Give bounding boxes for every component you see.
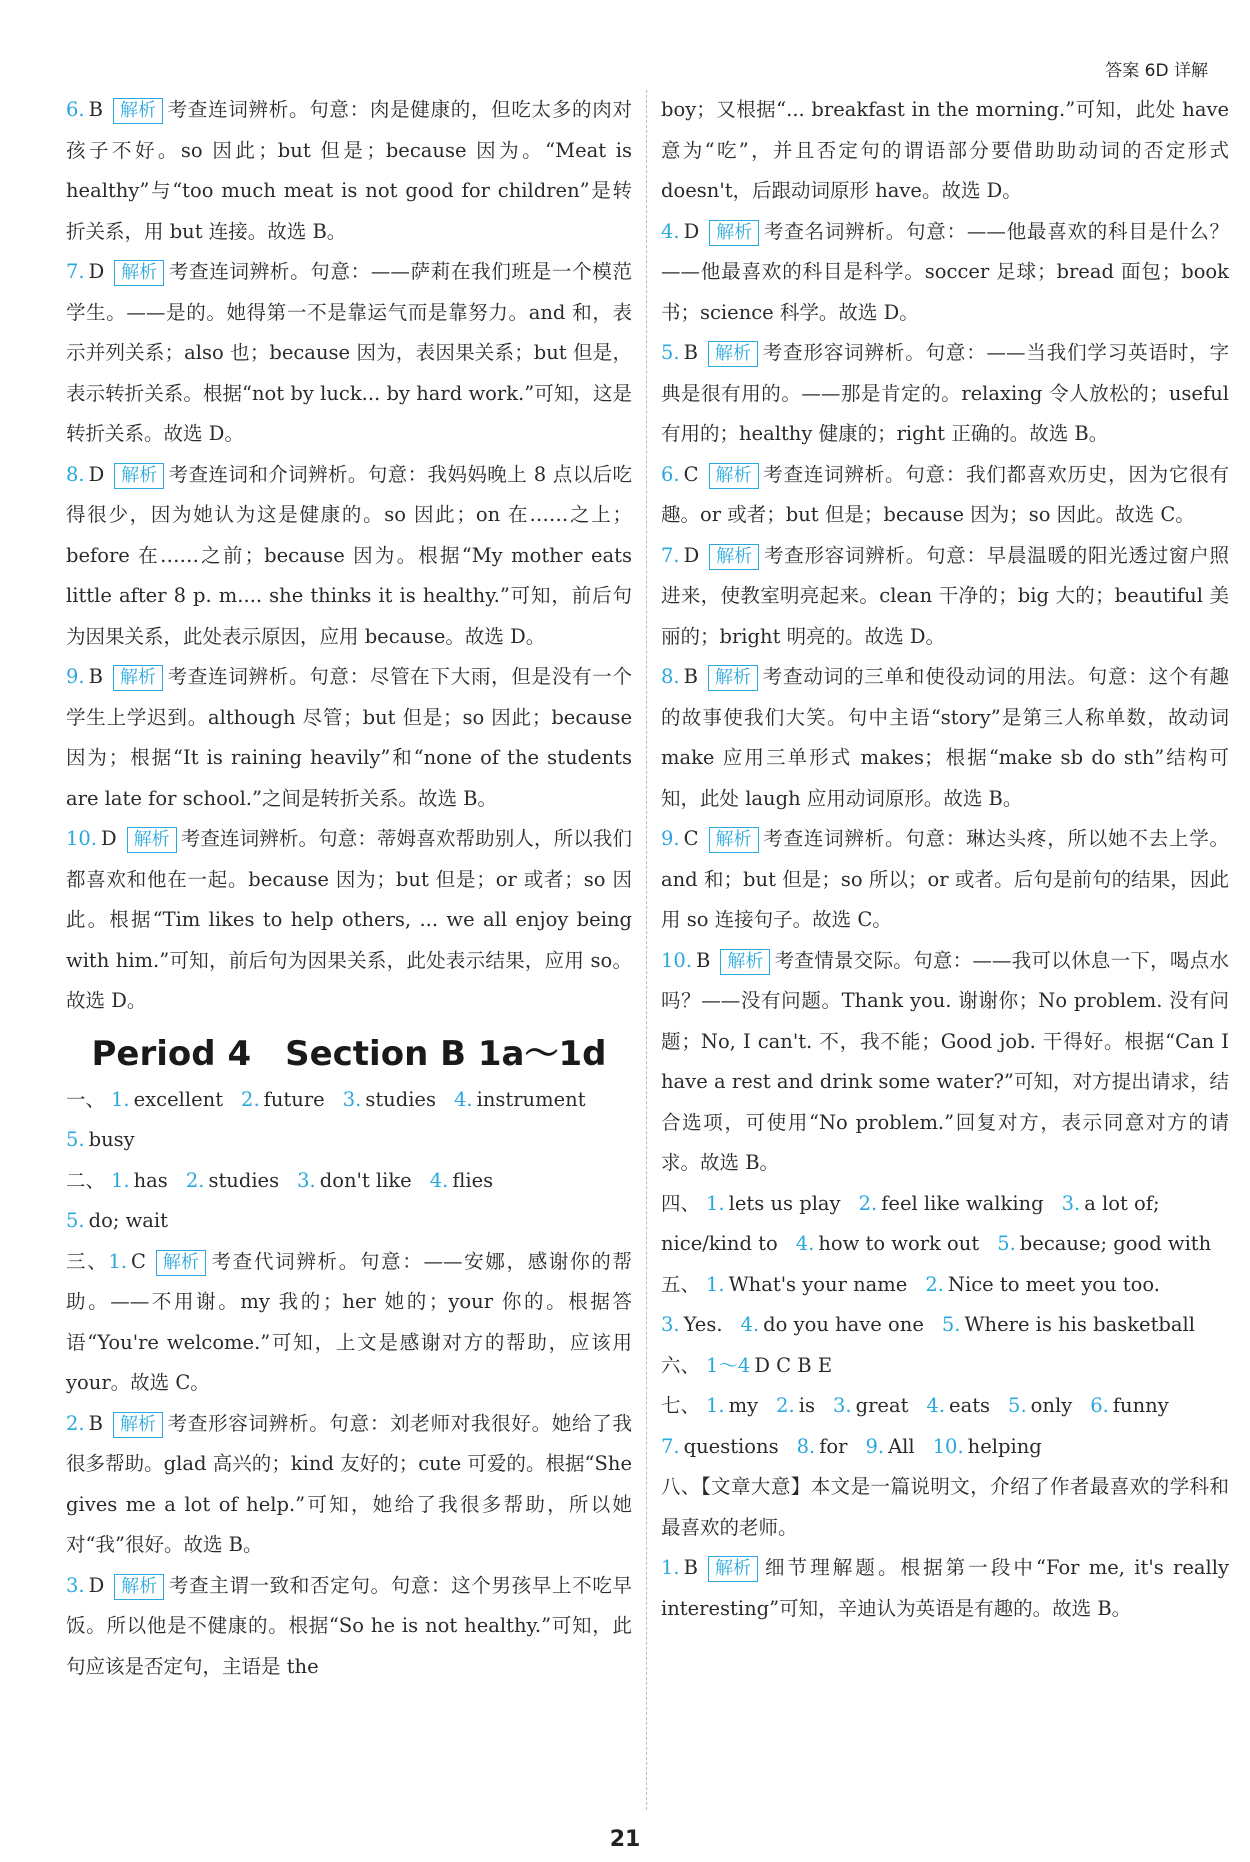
analysis-tag: 解析 bbox=[709, 463, 759, 489]
answer-number: 8. bbox=[796, 1434, 816, 1458]
item-number: 5. bbox=[661, 341, 680, 364]
answer-item bbox=[661, 212, 1229, 334]
item-answer: D bbox=[88, 260, 105, 283]
analysis-tag: 解析 bbox=[720, 949, 770, 975]
answer-number: 4. bbox=[429, 1168, 449, 1192]
analysis-text: 考查动词的三单和使役动词的用法。句意：这个有趣的故事使我们大笑。句中主语“story”是第三人称单数，故动词 make 应用三单形式 makes；根据“make sb do sth”结构可知，此处 laugh 应用动词原形。故选 B。 bbox=[661, 665, 1229, 810]
answer-value: All bbox=[888, 1434, 915, 1458]
answer-number: 2. bbox=[776, 1394, 795, 1417]
item-answer: D bbox=[683, 543, 700, 567]
part2-row2 bbox=[66, 1201, 632, 1242]
analysis-tag: 解析 bbox=[708, 665, 758, 691]
analysis-tag: 解析 bbox=[709, 544, 759, 570]
item-answer: B bbox=[88, 665, 103, 688]
analysis-text: 考查情景交际。句意：——我可以休息一下，喝点水吗？——没有问题。Thank you. 谢谢你；No problem. 没有问题；No, I can't. 不，我不能；Good job. 干得好。根据“Can I have a rest and drink some water?”可知，对方提出请求，结合选项，可使用“No problem.”回复对方，表示同意对方的请求。故选 B。 bbox=[661, 948, 1229, 1174]
item-number: 7. bbox=[66, 260, 85, 283]
part-label: 五、 bbox=[661, 1272, 701, 1296]
analysis-tag: 解析 bbox=[114, 260, 164, 286]
answer-value: do you have one bbox=[763, 1313, 924, 1336]
answer-value: studies bbox=[208, 1168, 280, 1192]
analysis-tag: 解析 bbox=[156, 1250, 206, 1276]
analysis-tag: 解析 bbox=[127, 827, 177, 853]
answer-number: 4. bbox=[740, 1313, 760, 1336]
answer-value: great bbox=[855, 1394, 909, 1417]
part6-row bbox=[661, 1346, 1229, 1387]
answer-number: 3. bbox=[1061, 1191, 1081, 1215]
answer-number: 4. bbox=[926, 1394, 946, 1417]
answer-value: Yes. bbox=[683, 1313, 723, 1336]
answer-item bbox=[66, 455, 632, 658]
left-column bbox=[66, 90, 632, 1687]
analysis-text: 考查形容词辨析。句意：——当我们学习英语时，字典是很有用的。——那是肯定的。relaxing 令人放松的；useful 有用的；healthy 健康的；right 正确的。故选 B。 bbox=[661, 341, 1229, 445]
answer-item bbox=[66, 252, 632, 455]
part4-row1 bbox=[661, 1184, 1229, 1225]
answer-number: 1. bbox=[706, 1272, 725, 1296]
answer-number: 1. bbox=[111, 1168, 130, 1192]
answer-value: busy bbox=[88, 1128, 135, 1151]
analysis-text: 考查连词辨析。句意：——萨莉在我们班是一个模范学生。——是的。她得第一不是靠运气而是靠努力。and 和，表示并列关系；also 也；because 因为，表因果关系；but 但是，表示转折关系。根据“not by luck... by hard work.”可知，这是转折关系。故选 D。 bbox=[66, 260, 632, 445]
answer-list bbox=[661, 212, 1229, 1184]
answer-item bbox=[661, 455, 1229, 536]
answer-value: flies bbox=[452, 1168, 494, 1192]
answer-value: feel like walking bbox=[881, 1191, 1044, 1215]
item-answer: B bbox=[683, 1556, 698, 1579]
answer-value: because; good with bbox=[1019, 1232, 1212, 1255]
answer-number: 4. bbox=[453, 1087, 473, 1111]
answer-value: future bbox=[263, 1087, 325, 1111]
analysis-text: 考查连词辨析。句意：肉是健康的，但吃太多的肉对孩子不好。so 因此；but 但是；because 因为。“Meat is healthy”与“too much meat is not good for children”是转折关系，用 but 连接。故选 B。 bbox=[66, 98, 632, 243]
analysis-tag: 解析 bbox=[708, 1556, 758, 1582]
analysis-tag: 解析 bbox=[113, 98, 163, 124]
analysis-text: 考查代词辨析。句意：——安娜，感谢你的帮助。——不用谢。my 我的；her 她的；your 你的。根据答语“You're welcome.”可知，上文是感谢对方的帮助，应该用 your。故选 C。 bbox=[66, 1249, 632, 1394]
answer-value: for bbox=[819, 1434, 848, 1458]
answer-item bbox=[66, 1566, 632, 1688]
answer-number: 3. bbox=[833, 1394, 852, 1417]
answer-list bbox=[66, 90, 632, 1022]
answer-value: What's your name bbox=[728, 1272, 908, 1296]
answer-number: 5. bbox=[66, 1209, 85, 1232]
answer-number: 6. bbox=[1090, 1394, 1109, 1417]
analysis-text: 考查连词辨析。句意：琳达头疼，所以她不去上学。and 和；but 但是；so 所以；or 或者。后句是前句的结果，因此用 so 连接句子。故选 C。 bbox=[661, 827, 1229, 931]
item-number: 2. bbox=[66, 1411, 85, 1435]
analysis-text: 细节理解题。根据第一段中“For me, it's really interesting”可知，辛迪认为英语是有趣的。故选 B。 bbox=[661, 1556, 1229, 1620]
answer-item bbox=[661, 536, 1229, 658]
analysis-text: 考查连词辨析。句意：我们都喜欢历史，因为它很有趣。or 或者；but 但是；because 因为；so 因此。故选 C。 bbox=[661, 462, 1229, 526]
item-number: 6. bbox=[661, 462, 680, 486]
analysis-tag: 解析 bbox=[113, 665, 163, 691]
analysis-tag: 解析 bbox=[114, 1574, 164, 1600]
item-number: 1. bbox=[661, 1556, 680, 1579]
answer-number: 5. bbox=[997, 1232, 1016, 1255]
item-number: 4. bbox=[661, 219, 680, 243]
answer-list bbox=[661, 1548, 1229, 1629]
answer-value: only bbox=[1030, 1394, 1073, 1417]
part-label: 七、 bbox=[661, 1394, 701, 1417]
part-label: 三、 bbox=[66, 1249, 109, 1273]
item-number: 6. bbox=[66, 98, 85, 121]
answer-item bbox=[66, 1242, 632, 1404]
answer-number: 3. bbox=[661, 1313, 680, 1336]
answer-value: how to work out bbox=[818, 1232, 980, 1255]
answer-value: Where is his basketball bbox=[964, 1313, 1196, 1336]
analysis-tag: 解析 bbox=[113, 1412, 163, 1438]
part4-row2 bbox=[661, 1224, 1229, 1265]
analysis-text: 考查连词和介词辨析。句意：我妈妈晚上 8 点以后吃得很少，因为她认为这是健康的。so 因此；on 在……之上；before 在……之前；because 因为。根据“My mother eats little after 8 p. m.... she thinks it is healthy.”可知，前后句为因果关系，此处表示原因，应用 because。故选 D。 bbox=[66, 462, 632, 648]
page-number: 21 bbox=[609, 1827, 641, 1852]
part-label: 八、 bbox=[661, 1475, 701, 1498]
answer-number: 5. bbox=[1008, 1394, 1027, 1417]
item-answer: D bbox=[88, 1573, 105, 1597]
answer-number: 1～4 bbox=[706, 1353, 751, 1377]
item-number: 10. bbox=[661, 948, 693, 972]
answer-value: D C B E bbox=[754, 1353, 833, 1377]
answer-number: 2. bbox=[185, 1168, 205, 1192]
item-answer: B bbox=[683, 341, 698, 364]
answer-item bbox=[661, 333, 1229, 455]
answer-item bbox=[661, 941, 1229, 1184]
answer-value: questions bbox=[683, 1434, 779, 1458]
item-answer: D bbox=[88, 462, 105, 486]
summary-text: 【文章大意】本文是一篇说明文，介绍了作者最喜欢的学科和最喜欢的老师。 bbox=[661, 1475, 1229, 1539]
analysis-tag: 解析 bbox=[114, 463, 164, 489]
part-label: 一、 bbox=[66, 1087, 106, 1111]
part-label: 二、 bbox=[66, 1168, 106, 1192]
item-answer: C bbox=[683, 462, 699, 486]
item-answer: C bbox=[683, 827, 699, 850]
answer-value: helping bbox=[967, 1434, 1042, 1458]
answer-number: 2. bbox=[858, 1191, 878, 1215]
item-number: 8. bbox=[661, 665, 680, 688]
item-answer: B bbox=[696, 948, 711, 972]
part5-row1 bbox=[661, 1265, 1229, 1306]
answer-value: is bbox=[798, 1394, 815, 1417]
answer-number: 4. bbox=[795, 1232, 815, 1255]
answer-value: my bbox=[728, 1394, 759, 1417]
answer-number: 1. bbox=[706, 1394, 725, 1417]
answer-item bbox=[661, 657, 1229, 819]
answer-value: lets us play bbox=[728, 1191, 841, 1215]
answer-number: 5. bbox=[66, 1128, 85, 1151]
analysis-tag: 解析 bbox=[709, 827, 759, 853]
answer-number: 3. bbox=[342, 1087, 362, 1111]
item-answer: B bbox=[88, 98, 103, 121]
part7-row1 bbox=[661, 1386, 1229, 1427]
answer-number: 7. bbox=[661, 1434, 680, 1458]
item-answer: C bbox=[131, 1249, 146, 1273]
answer-item bbox=[661, 1548, 1229, 1629]
answer-list bbox=[66, 1242, 632, 1688]
answer-item bbox=[66, 1404, 632, 1566]
item-answer: B bbox=[88, 1411, 103, 1435]
answer-number: 3. bbox=[297, 1168, 316, 1192]
part1-row1 bbox=[66, 1080, 632, 1121]
answer-item bbox=[661, 819, 1229, 941]
analysis-text: 考查连词辨析。句意：蒂姆喜欢帮助别人，所以我们都喜欢和他在一起。because 因为；but 但是；or 或者；so 因此。根据“Tim likes to help others, ... we all enjoy being with him.”可知，前后句为因果关系，此处表示结果，应用 so。故选 D。 bbox=[66, 827, 632, 1012]
section-title: Period 4 Section B 1a～1d bbox=[91, 1033, 607, 1074]
answer-number: 1. bbox=[111, 1087, 130, 1111]
answer-value: Nice to meet you too. bbox=[947, 1272, 1160, 1296]
part5-row2 bbox=[661, 1305, 1229, 1346]
analysis-text: 考查主谓一致和否定句。句意：这个男孩早上不吃早饭。所以他是不健康的。根据“So he is not healthy.”可知，此句应该是否定句，主语是 the bbox=[66, 1573, 632, 1678]
item-number: 10. bbox=[66, 827, 98, 850]
right-column bbox=[661, 90, 1229, 1629]
answer-number: 10. bbox=[932, 1434, 964, 1458]
analysis-text: 考查形容词辨析。句意：刘老师对我很好。她给了我很多帮助。glad 高兴的；kind 友好的；cute 可爱的。根据“She gives me a lot of help.”可知，她给了我很多帮助，所以她对“我”很好。故选 B。 bbox=[66, 1411, 632, 1556]
page-header: 答案 6D 详解 bbox=[1105, 61, 1208, 81]
part-label: 六、 bbox=[661, 1353, 701, 1377]
answer-item bbox=[66, 90, 632, 252]
answer-value: funny bbox=[1112, 1394, 1169, 1417]
part7-row2 bbox=[661, 1427, 1229, 1468]
answer-value: a lot of; bbox=[1084, 1191, 1160, 1215]
item-answer: D bbox=[101, 827, 117, 850]
item-answer: B bbox=[683, 665, 698, 688]
answer-item bbox=[66, 819, 632, 1022]
answer-number: 2. bbox=[925, 1272, 944, 1296]
answer-value: has bbox=[133, 1168, 168, 1192]
answer-value: do; wait bbox=[88, 1209, 168, 1232]
continuation-text: boy；又根据“... breakfast in the morning.”可知，此处 have 意为“吃”，并且否定句的谓语部分要借助助动词的否定形式 doesn't，后跟动词原形 have。故选 D。 bbox=[661, 98, 1229, 202]
item-number: 3. bbox=[66, 1573, 85, 1597]
analysis-tag: 解析 bbox=[709, 220, 759, 246]
analysis-text: 考查连词辨析。句意：尽管在下大雨，但是没有一个学生上学迟到。although 尽管；but 但是；so 因此；because 因为；根据“It is raining heavily”和“none of the students are late for school.”之间是转折关系。故选 B。 bbox=[66, 665, 632, 810]
item-number: 9. bbox=[661, 827, 680, 850]
answer-number: 2. bbox=[241, 1087, 260, 1111]
answer-value: studies bbox=[365, 1087, 436, 1111]
item-number: 9. bbox=[66, 665, 85, 688]
part-label: 四、 bbox=[661, 1191, 701, 1215]
answer-item bbox=[66, 657, 632, 819]
part1-row2 bbox=[66, 1120, 632, 1161]
answer-value: nice/kind to bbox=[661, 1232, 778, 1255]
part8-summary bbox=[661, 1467, 1229, 1548]
answer-value: excellent bbox=[133, 1087, 224, 1111]
answer-number: 9. bbox=[865, 1434, 885, 1458]
answer-number: 1. bbox=[706, 1191, 725, 1215]
analysis-tag: 解析 bbox=[708, 341, 758, 367]
part2-row1 bbox=[66, 1161, 632, 1202]
item-answer: D bbox=[683, 219, 700, 243]
item-number: 7. bbox=[661, 543, 680, 567]
analysis-text: 考查名词辨析。句意：——他最喜欢的科目是什么？——他最喜欢的科目是科学。soccer 足球；bread 面包；book 书；science 科学。故选 D。 bbox=[661, 219, 1229, 324]
item-number: 8. bbox=[66, 462, 85, 486]
answer-value: instrument bbox=[476, 1087, 586, 1111]
answer-number: 5. bbox=[941, 1313, 961, 1336]
answer-value: eats bbox=[949, 1394, 991, 1417]
column-divider bbox=[646, 90, 647, 1810]
answer-value: don't like bbox=[319, 1168, 412, 1192]
analysis-text: 考查形容词辨析。句意：早晨温暖的阳光透过窗户照进来，使教室明亮起来。clean 干净的；big 大的；beautiful 美丽的；bright 明亮的。故选 D。 bbox=[661, 543, 1229, 648]
item-number: 1. bbox=[108, 1249, 127, 1273]
